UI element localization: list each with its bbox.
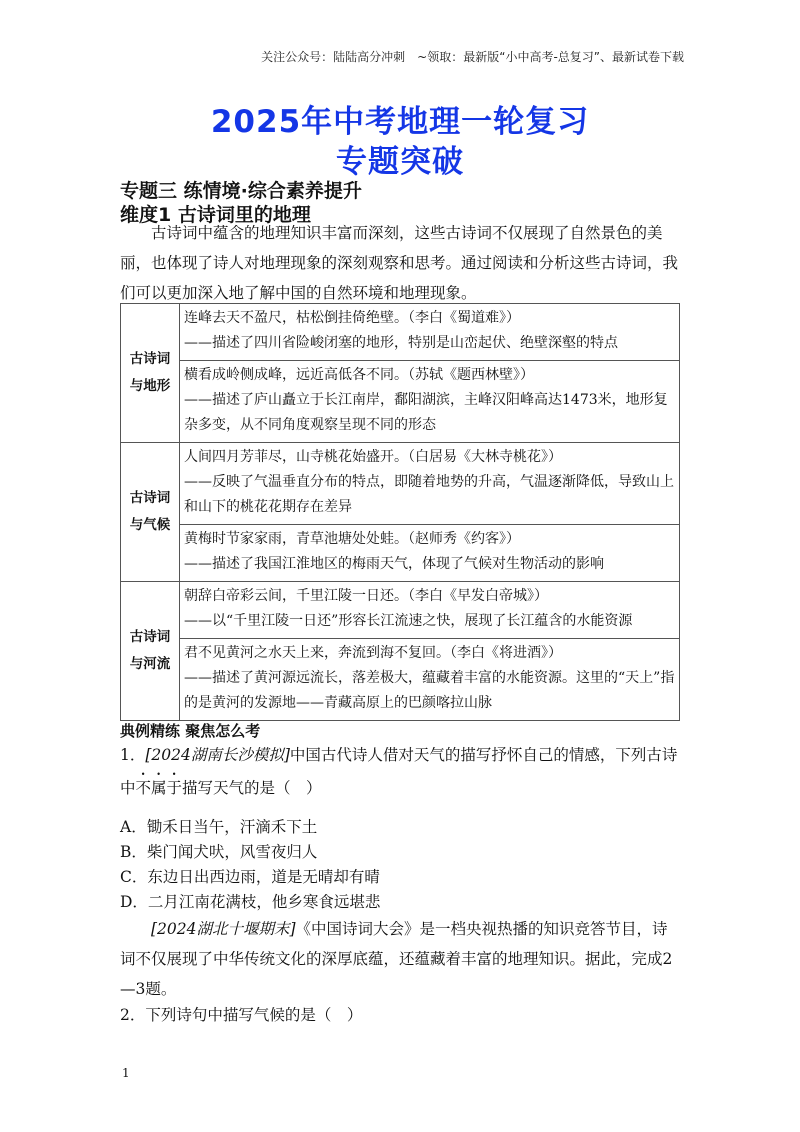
poem-cell bbox=[180, 582, 680, 639]
passage-source: [2024湖北十堰期末] bbox=[151, 920, 296, 938]
passage-text: 《中国诗词大会》是一档央视热播的知识竞答节目，诗词不仅展现了中华传统文化的深厚底蕴，还蕴藏着丰富的地理知识。据此，完成2—3题。 bbox=[120, 920, 673, 998]
intro-paragraph: 古诗词中蕴含的地理知识丰富而深刻，这些古诗词不仅展现了自然景色的美丽，也体现了诗人对地理现象的深刻观察和思考。通过阅读和分析这些古诗词，我们可以更加深入地了解中国的自然环境和地理现象。 bbox=[120, 224, 679, 302]
category-label: 与气候 bbox=[129, 517, 171, 533]
category-terrain bbox=[121, 304, 180, 443]
option-a: A．锄禾日当午，汗滴禾下土 bbox=[120, 818, 318, 836]
poem-cell bbox=[180, 443, 680, 525]
option-d: D．二月江南花满枝，他乡寒食远堪悲 bbox=[120, 893, 381, 911]
category-label: 古诗词 bbox=[129, 490, 171, 506]
table-row bbox=[121, 304, 680, 361]
section-title: 专题三 练情境·综合素养提升 bbox=[120, 180, 362, 202]
dimension-title: 维度1 古诗词里的地理 bbox=[120, 204, 311, 226]
category-rivers bbox=[121, 582, 180, 721]
poem-note: ——描述了四川省险峻闭塞的地形，特别是山峦起伏、绝壁深壑的特点 bbox=[184, 335, 618, 351]
page-subtitle: 专题突破 bbox=[336, 144, 464, 180]
question-number: 1． bbox=[120, 746, 146, 764]
poem-line: 横看成岭侧成峰，远近高低各不同。（苏轼《题西林壁》） bbox=[184, 367, 534, 383]
category-label: 古诗词 bbox=[129, 629, 171, 645]
table-row bbox=[121, 361, 680, 443]
option-b: B．柴门闻犬吠，风雪夜归人 bbox=[120, 843, 318, 861]
poem-note: ——描述了我国江淮地区的梅雨天气，体现了气候对生物活动的影响 bbox=[184, 556, 604, 572]
poem-cell bbox=[180, 525, 680, 582]
category-climate bbox=[121, 443, 180, 582]
option-c: C．东边日出西边雨，道是无晴却有晴 bbox=[120, 868, 380, 886]
table-row bbox=[121, 443, 680, 525]
poem-line: 黄梅时节家家雨，青草池塘处处蛙。（赵师秀《约客》） bbox=[184, 531, 520, 547]
question-1 bbox=[120, 740, 680, 803]
poem-cell bbox=[180, 361, 680, 443]
category-label: 与地形 bbox=[129, 378, 171, 394]
table-row bbox=[121, 525, 680, 582]
category-label: 与河流 bbox=[129, 656, 171, 672]
category-label: 古诗词 bbox=[129, 351, 171, 367]
poem-line: 连峰去天不盈尺，枯松倒挂倚绝壁。（李白《蜀道难》） bbox=[184, 310, 520, 326]
question-source: [2024湖南长沙模拟] bbox=[145, 746, 290, 764]
poem-note: ——反映了气温垂直分布的特点，即随着地势的升高，气温逐渐降低，导致山上和山下的桃花花期存在差异 bbox=[184, 474, 674, 515]
poem-note: ——描述了庐山矗立于长江南岸，鄱阳湖滨，主峰汉阳峰高达1473米，地形复杂多变，从不同角度观察呈现不同的形态 bbox=[184, 392, 668, 433]
poem-note: ——描述了黄河源远流长，落差极大，蕴藏着丰富的水能资源。这里的“天上”指的是黄河的发源地——青藏高原上的巴颜喀拉山脉 bbox=[184, 670, 675, 711]
header-note: 关注公众号：陆陆高分冲刺 ~领取：最新版“小中高考-总复习”、最新试卷下载 bbox=[261, 50, 684, 64]
poem-cell bbox=[180, 639, 680, 721]
table-row bbox=[121, 639, 680, 721]
question-text: 描写天气的是（ ） bbox=[182, 779, 322, 797]
poem-cell bbox=[180, 304, 680, 361]
page-number: 1 bbox=[122, 1066, 130, 1080]
poem-line: 君不见黄河之水天上来，奔流到海不复回。（李白《将进酒》） bbox=[184, 645, 562, 661]
poem-line: 人间四月芳菲尽，山寺桃花始盛开。（白居易《大林寺桃花》） bbox=[184, 449, 562, 465]
question-text: 中国古代诗人借对天气的描写抒怀自己的情感，下列古诗中 bbox=[120, 746, 678, 797]
question-2: 2．下列诗句中描写气候的是（ ） bbox=[120, 1006, 363, 1024]
question-emphasis: 不属于 bbox=[135, 779, 183, 797]
table-row bbox=[121, 582, 680, 639]
poem-note: ——以“千里江陵一日还”形容长江流速之快，展现了长江蕴含的水能资源 bbox=[184, 613, 633, 629]
poem-line: 朝辞白帝彩云间，千里江陵一日还。（李白《早发白帝城》） bbox=[184, 588, 548, 604]
example-heading: 典例精练 聚焦怎么考 bbox=[120, 722, 261, 740]
poem-geography-table bbox=[120, 303, 680, 721]
page-title: 2025年中考地理一轮复习 bbox=[210, 104, 590, 140]
passage-paragraph bbox=[120, 914, 680, 1004]
